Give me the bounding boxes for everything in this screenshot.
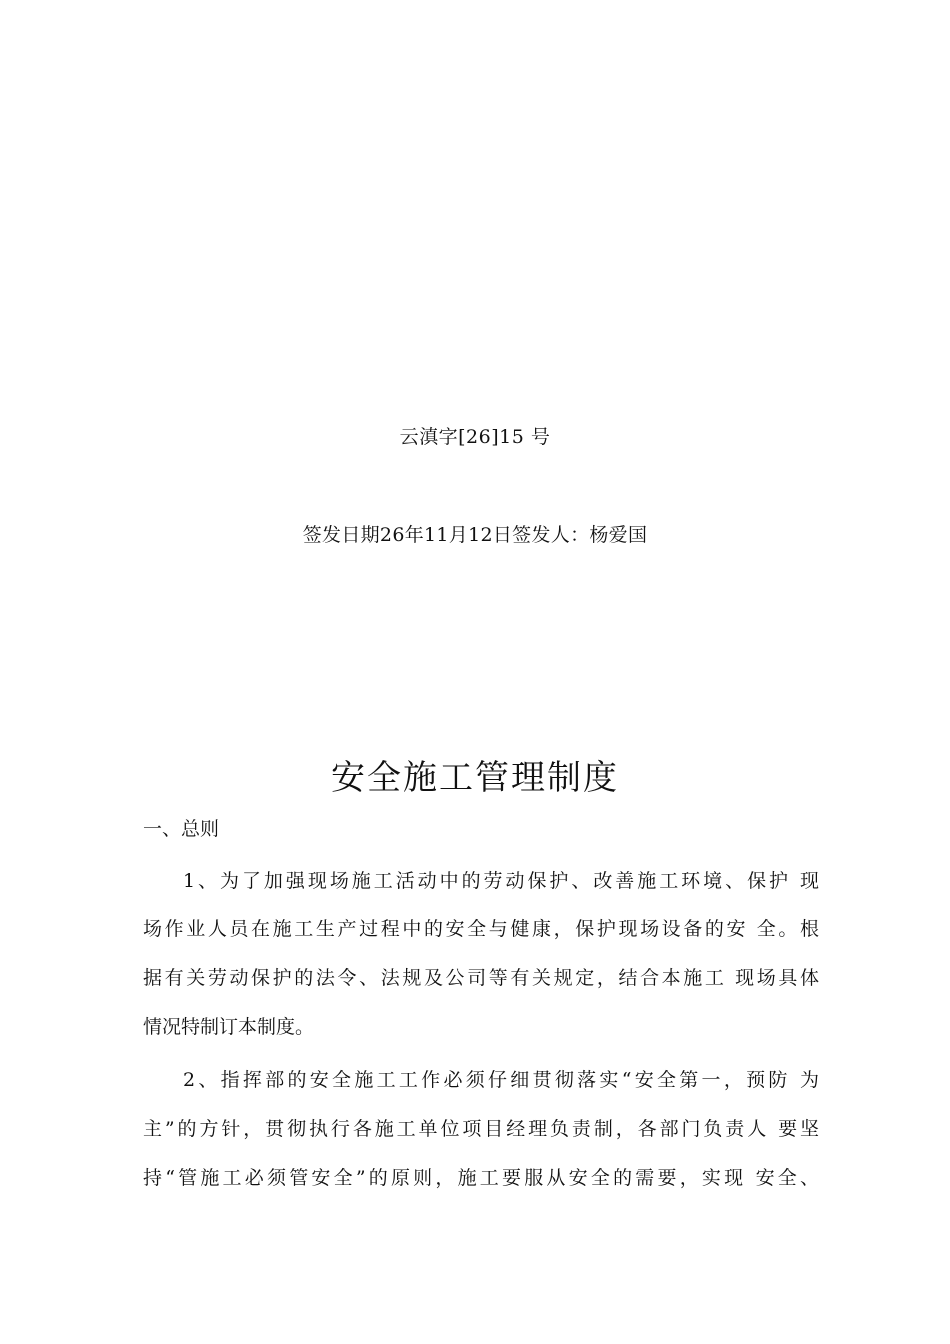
paragraph-2-line-3: 持“管施工必须管安全”的原则，施工要服从安全的需要，实现 安全、	[143, 1167, 819, 1189]
issue-date-signer: 签发日期26年11月12日签发人：杨爱国	[302, 524, 648, 546]
paragraph-1-line-1: 1、为了加强现场施工活动中的劳动保护、改善施工环境、保护 现	[183, 870, 819, 892]
paragraph-1-line-4: 情况特制订本制度。	[143, 1016, 315, 1038]
paragraph-1-line-2: 场作业人员在施工生产过程中的安全与健康，保护现场设备的安 全。根	[143, 918, 819, 940]
document-number: 云滇字[26]15 号	[399, 426, 551, 448]
section-heading: 一、总则	[143, 818, 220, 840]
paragraph-1-line-3: 据有关劳动保护的法令、法规及公司等有关规定，结合本施工 现场具体	[143, 967, 819, 989]
paragraph-2-line-2: 主”的方针，贯彻执行各施工单位项目经理负责制，各部门负责人 要坚	[143, 1118, 819, 1140]
paragraph-2-line-1: 2、指挥部的安全施工工作必须仔细贯彻落实“安全第一，预防 为	[183, 1069, 819, 1091]
document-title: 安全施工管理制度	[331, 758, 619, 798]
